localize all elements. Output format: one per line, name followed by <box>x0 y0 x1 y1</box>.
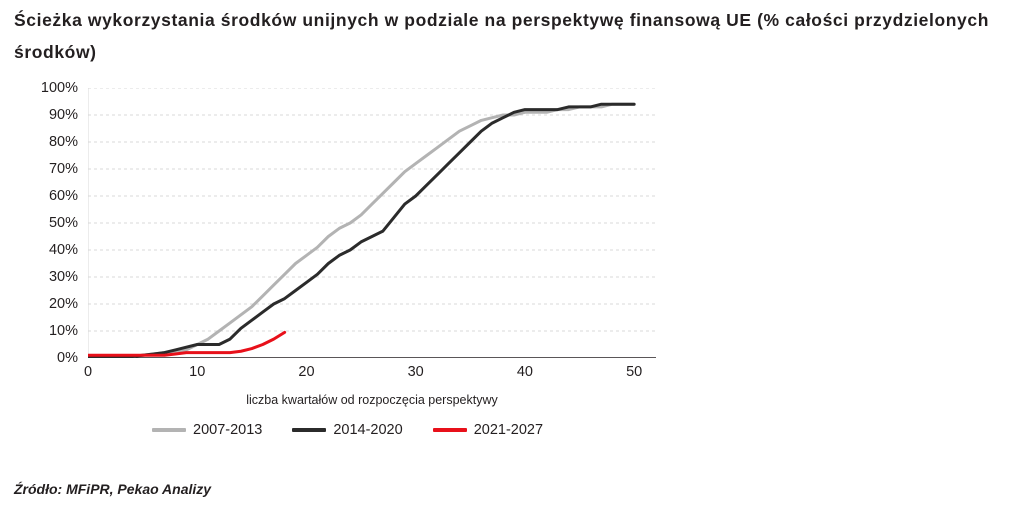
x-axis-tick-labels <box>83 364 656 390</box>
y-tick-label: 70% <box>48 161 78 177</box>
legend-label: 2007-2013 <box>193 422 263 438</box>
page-title: Ścieżka wykorzystania środków unijnych w podziale na perspektywę finansową UE (% całości przydzielonych środków) <box>14 10 989 62</box>
plot-canvas <box>88 88 656 358</box>
legend-swatch-icon <box>152 428 186 432</box>
y-tick-label: 0% <box>57 350 78 366</box>
y-tick-label: 80% <box>48 134 78 150</box>
chart-legend <box>88 422 708 438</box>
legend-swatch-icon <box>292 428 326 432</box>
x-tick-label: 40 <box>516 364 533 380</box>
legend-swatch-icon <box>433 428 467 432</box>
line-chart-svg <box>88 88 656 358</box>
series-line-2021-2027 <box>88 332 285 355</box>
y-tick-label: 10% <box>48 323 78 339</box>
legend-item[interactable] <box>292 422 402 438</box>
legend-label: 2021-2027 <box>473 422 544 438</box>
y-tick-label: 90% <box>48 107 78 123</box>
y-tick-label: 60% <box>48 188 78 204</box>
y-tick-label: 40% <box>48 242 78 258</box>
x-tick-label: 30 <box>407 364 424 380</box>
x-axis-title: liczba kwartałów od rozpoczęcia perspektywy <box>246 393 498 407</box>
y-tick-label: 50% <box>48 215 78 231</box>
legend-item[interactable] <box>433 422 543 438</box>
y-tick-label: 100% <box>40 80 78 96</box>
source-note: Źródło: MFiPR, Pekao Analizy <box>14 481 212 497</box>
legend-item[interactable] <box>152 422 262 438</box>
legend-label: 2014-2020 <box>333 422 403 438</box>
plot-wrapper <box>22 80 702 438</box>
y-axis-tick-labels <box>22 80 84 366</box>
x-tick-label: 20 <box>298 364 315 380</box>
y-tick-label: 20% <box>48 296 78 312</box>
y-tick-label: 30% <box>48 269 78 285</box>
x-tick-label: 0 <box>83 364 93 380</box>
x-tick-label: 50 <box>626 364 643 380</box>
x-tick-label: 10 <box>189 364 206 380</box>
chart-container <box>0 80 1024 458</box>
